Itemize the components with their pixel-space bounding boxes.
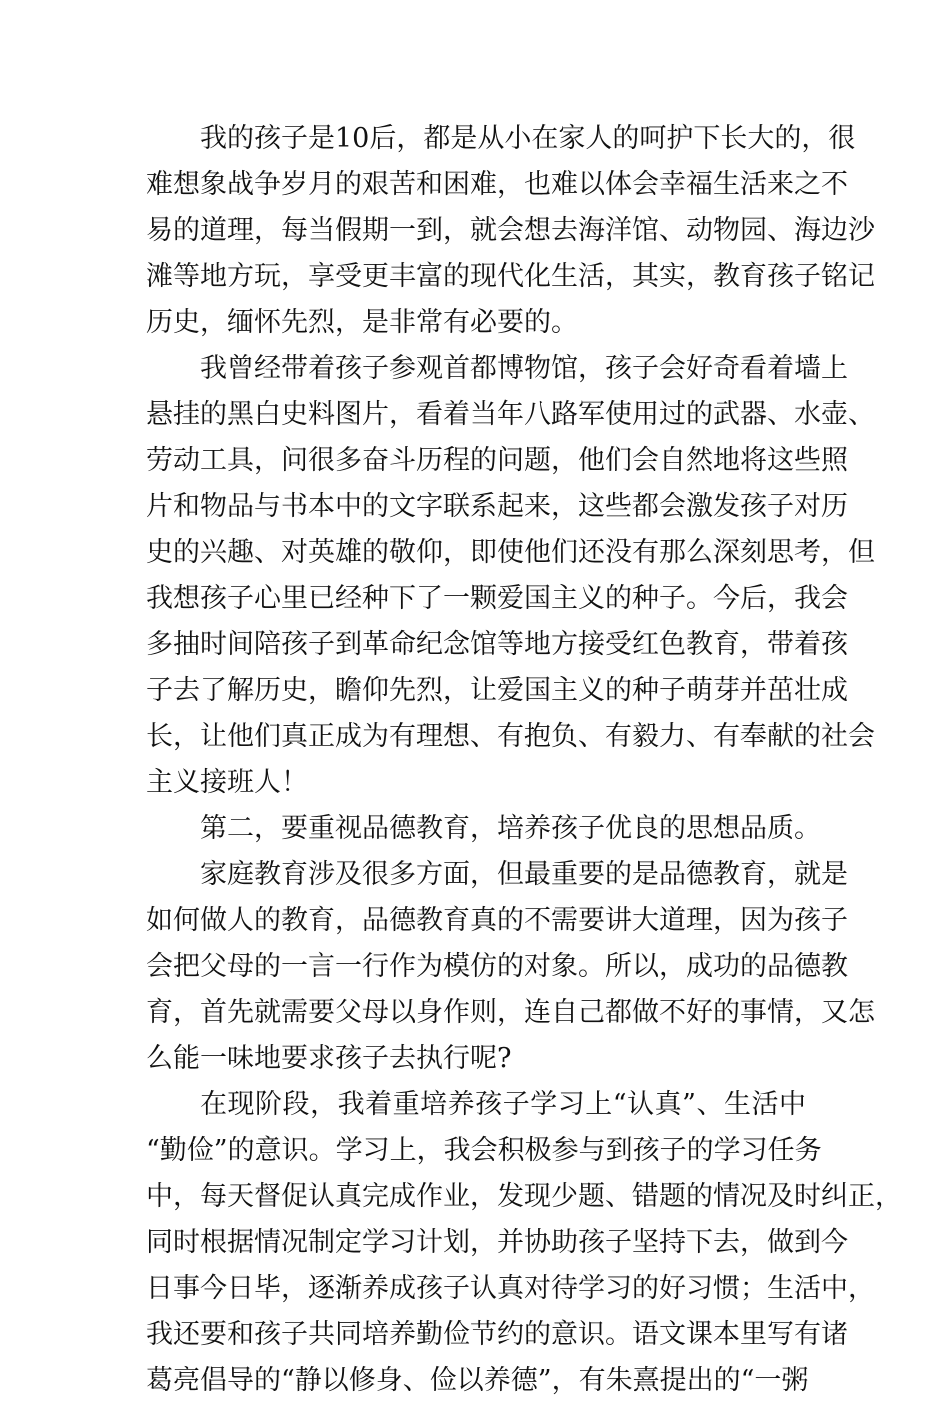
text-line: 滩等地方玩，享受更丰富的现代化生活，其实，教育孩子铭记 [146, 261, 875, 292]
text-line: 么能一味地要求孩子去执行呢? [146, 1043, 512, 1074]
text-line: 劳动工具，问很多奋斗历程的问题，他们会自然地将这些照 [146, 445, 848, 476]
text-line: 史的兴趣、对英雄的敬仰，即使他们还没有那么深刻思考，但 [146, 537, 875, 568]
text-line: 同时根据情况制定学习计划，并协助孩子坚持下去，做到今 [146, 1227, 848, 1258]
text-line: 多抽时间陪孩子到革命纪念馆等地方接受红色教育，带着孩 [146, 629, 848, 660]
text-line: 第二，要重视品德教育，培养孩子优良的思想品质。 [200, 813, 821, 844]
text-line: “勤俭”的意识。学习上，我会积极参与到孩子的学习任务 [146, 1135, 822, 1166]
paragraph-moral-education [146, 852, 875, 1082]
paragraph-museum-visit [146, 346, 875, 806]
text-line: 我想孩子心里已经种下了一颗爱国主义的种子。今后，我会 [146, 583, 848, 614]
text-line: 育，首先就需要父母以身作则，连自己都做不好的事情，又怎 [146, 997, 875, 1028]
section-heading-moral-education [146, 806, 821, 852]
text-line: 日事今日毕，逐渐养成孩子认真对待学习的好习惯；生活中， [146, 1273, 875, 1304]
text-line: 主义接班人！ [146, 767, 308, 798]
document-page [146, 116, 902, 1404]
text-line: 我曾经带着孩子参观首都博物馆，孩子会好奇看着墙上 [200, 353, 848, 384]
text-line: 易的道理，每当假期一到，就会想去海洋馆、动物园、海边沙 [146, 215, 875, 246]
text-line: 我的孩子是10后，都是从小在家人的呵护下长大的，很 [200, 123, 856, 154]
text-line: 家庭教育涉及很多方面，但最重要的是品德教育，就是 [200, 859, 848, 890]
text-line: 长，让他们真正成为有理想、有抱负、有毅力、有奉献的社会 [146, 721, 875, 752]
paragraph-children-history [146, 116, 875, 346]
text-line: 我还要和孩子共同培养勤俭节约的意识。语文课本里写有诸 [146, 1319, 848, 1350]
paragraph-study-and-frugality [146, 1082, 902, 1404]
text-line: 如何做人的教育，品德教育真的不需要讲大道理，因为孩子 [146, 905, 848, 936]
text-line: 中，每天督促认真完成作业，发现少题、错题的情况及时纠正， [146, 1181, 902, 1212]
text-line: 在现阶段，我着重培养孩子学习上“认真”、生活中 [200, 1089, 806, 1120]
text-line: 悬挂的黑白史料图片，看着当年八路军使用过的武器、水壶、 [146, 399, 875, 430]
text-line: 片和物品与书本中的文字联系起来，这些都会激发孩子对历 [146, 491, 848, 522]
text-line: 子去了解历史，瞻仰先烈，让爱国主义的种子萌芽并茁壮成 [146, 675, 848, 706]
text-line: 历史，缅怀先烈，是非常有必要的。 [146, 307, 578, 338]
text-line: 葛亮倡导的“静以修身、俭以养德”，有朱熹提出的“一粥 [146, 1365, 809, 1396]
text-line: 难想象战争岁月的艰苦和困难，也难以体会幸福生活来之不 [146, 169, 848, 200]
text-line: 会把父母的一言一行作为模仿的对象。所以，成功的品德教 [146, 951, 848, 982]
